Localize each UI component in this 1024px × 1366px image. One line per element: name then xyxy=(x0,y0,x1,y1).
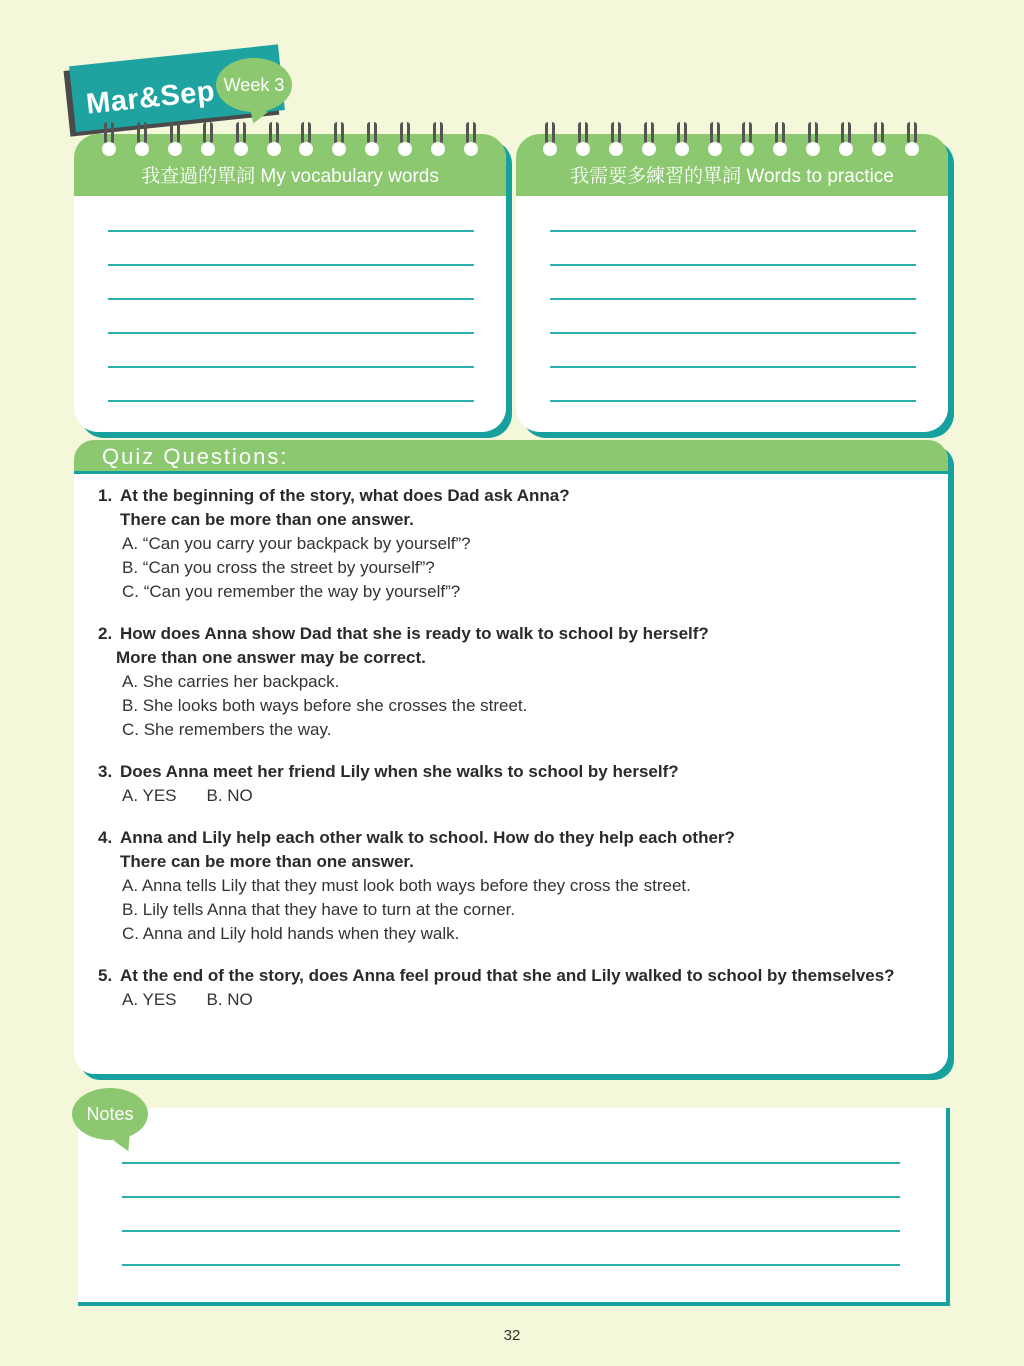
vocabulary-card xyxy=(74,134,506,432)
question-1 xyxy=(98,484,928,604)
answer-no[interactable]: B. NO xyxy=(206,990,253,1009)
quiz-panel xyxy=(74,440,948,1074)
ring-icon xyxy=(675,122,689,156)
notes-box xyxy=(78,1108,950,1306)
ring-icon xyxy=(708,122,722,156)
writing-line[interactable] xyxy=(108,232,474,266)
question-4 xyxy=(98,826,928,946)
writing-line[interactable] xyxy=(550,368,916,402)
ring-icon xyxy=(905,122,919,156)
right-spiral-binding xyxy=(543,122,919,156)
ring-icon xyxy=(332,122,346,156)
ring-icon xyxy=(365,122,379,156)
yes-no-options xyxy=(98,784,928,808)
writing-line[interactable] xyxy=(108,300,474,334)
writing-line[interactable] xyxy=(550,334,916,368)
vocabulary-lines xyxy=(74,196,506,402)
week-bubble xyxy=(216,58,292,112)
practice-card xyxy=(516,134,948,432)
ring-icon xyxy=(464,122,478,156)
writing-line[interactable] xyxy=(550,300,916,334)
ring-icon xyxy=(740,122,754,156)
answer-option[interactable]: B. Lily tells Anna that they have to turn at the corner. xyxy=(122,900,516,919)
ring-icon xyxy=(839,122,853,156)
practice-card-title: 我需要多練習的單詞 Words to practice xyxy=(516,134,948,196)
writing-line[interactable] xyxy=(122,1232,900,1266)
writing-line[interactable] xyxy=(122,1130,900,1164)
yes-no-options xyxy=(98,988,928,1012)
vocabulary-card-title: 我查過的單詞 My vocabulary words xyxy=(74,134,506,196)
question-prompt: Anna and Lily help each other walk to school. How do they help each other? xyxy=(120,828,735,847)
month-label: Mar&Sep xyxy=(84,75,217,121)
ring-icon xyxy=(431,122,445,156)
answer-option[interactable]: A. She carries her backpack. xyxy=(122,672,340,691)
question-text xyxy=(98,484,928,508)
question-prompt: Does Anna meet her friend Lily when she walks to school by herself? xyxy=(120,762,679,781)
question-prompt: How does Anna show Dad that she is ready to walk to school by herself? xyxy=(120,624,709,643)
writing-line[interactable] xyxy=(108,334,474,368)
ring-icon xyxy=(576,122,590,156)
left-spiral-binding xyxy=(102,122,478,156)
page-number: 32 xyxy=(503,1327,521,1344)
answer-option[interactable]: C. “Can you remember the way by yourself”? xyxy=(122,582,461,601)
ring-icon xyxy=(398,122,412,156)
question-hint: There can be more than one answer. xyxy=(120,852,414,871)
question-number: 3. xyxy=(98,762,113,781)
question-number: 5. xyxy=(98,966,113,985)
answer-option[interactable]: C. She remembers the way. xyxy=(122,720,332,739)
question-hint: There can be more than one answer. xyxy=(120,510,414,529)
quiz-body xyxy=(74,474,948,1012)
answer-option[interactable]: B. “Can you cross the street by yourself”? xyxy=(122,558,435,577)
ring-icon xyxy=(609,122,623,156)
answer-option[interactable]: B. She looks both ways before she crosses the street. xyxy=(122,696,528,715)
week-label: Week 3 xyxy=(223,74,285,95)
question-prompt: At the end of the story, does Anna feel proud that she and Lily walked to school by themselves? xyxy=(120,966,895,985)
question-text xyxy=(98,760,928,784)
ring-icon xyxy=(773,122,787,156)
ring-icon xyxy=(168,122,182,156)
ring-icon xyxy=(201,122,215,156)
writing-line[interactable] xyxy=(122,1198,900,1232)
ring-icon xyxy=(543,122,557,156)
ring-icon xyxy=(102,122,116,156)
writing-line[interactable] xyxy=(122,1164,900,1198)
writing-line[interactable] xyxy=(550,232,916,266)
question-2 xyxy=(98,622,928,742)
question-3 xyxy=(98,760,928,808)
answer-option[interactable]: A. Anna tells Lily that they must look both ways before they cross the street. xyxy=(122,876,691,895)
practice-lines xyxy=(516,196,948,402)
notes-bubble xyxy=(72,1088,148,1140)
writing-line[interactable] xyxy=(550,266,916,300)
question-text xyxy=(98,622,928,646)
writing-line[interactable] xyxy=(108,368,474,402)
question-prompt: At the beginning of the story, what does Dad ask Anna? xyxy=(120,486,570,505)
quiz-title: Quiz Questions: xyxy=(74,440,948,474)
writing-line[interactable] xyxy=(108,266,474,300)
answer-yes[interactable]: A. YES xyxy=(122,786,177,805)
answer-no[interactable]: B. NO xyxy=(206,786,253,805)
question-text xyxy=(98,964,928,988)
answer-option[interactable]: A. “Can you carry your backpack by yourself”? xyxy=(122,534,471,553)
ring-icon xyxy=(806,122,820,156)
question-number: 4. xyxy=(98,828,113,847)
ring-icon xyxy=(642,122,656,156)
question-number: 1. xyxy=(98,486,113,505)
answer-yes[interactable]: A. YES xyxy=(122,990,177,1009)
notes-lines xyxy=(78,1108,946,1266)
question-number: 2. xyxy=(98,624,113,643)
answer-option[interactable]: C. Anna and Lily hold hands when they walk. xyxy=(122,924,460,943)
ring-icon xyxy=(267,122,281,156)
ring-icon xyxy=(299,122,313,156)
question-text xyxy=(98,826,928,850)
notes-label: Notes xyxy=(86,1103,134,1124)
ring-icon xyxy=(135,122,149,156)
ring-icon xyxy=(872,122,886,156)
question-5 xyxy=(98,964,928,1012)
question-hint: More than one answer may be correct. xyxy=(116,648,426,667)
ring-icon xyxy=(234,122,248,156)
